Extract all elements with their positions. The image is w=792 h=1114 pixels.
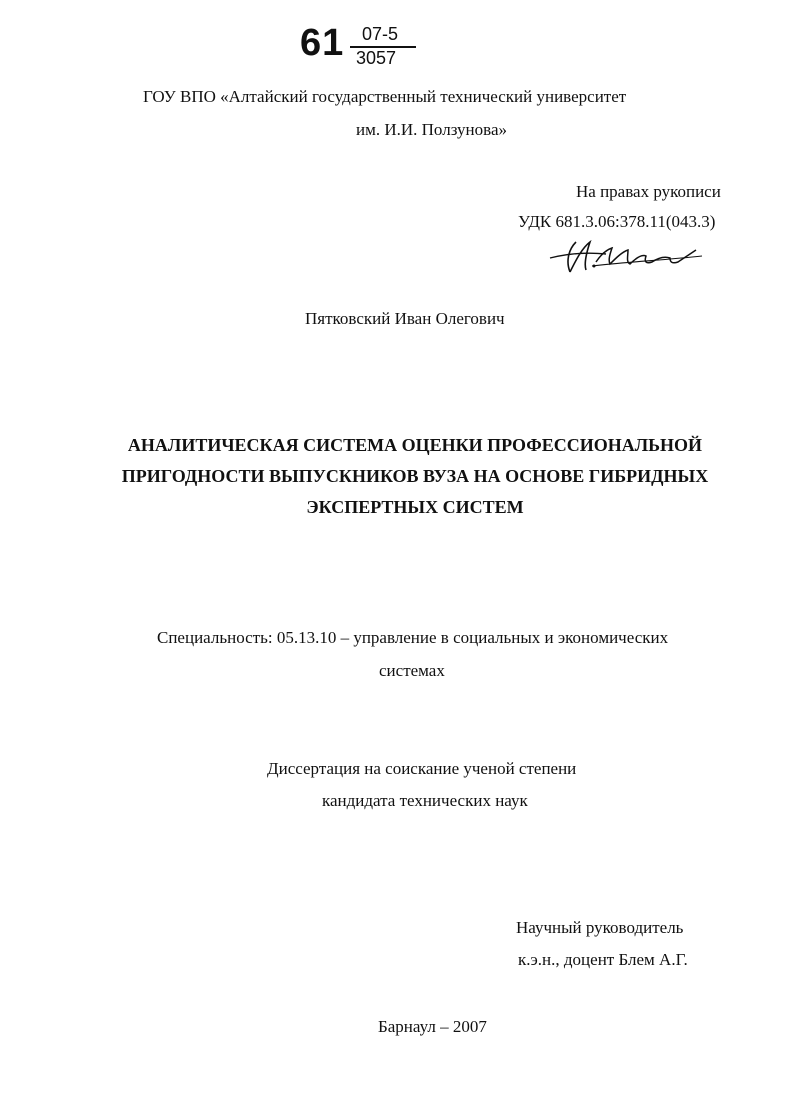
catalog-stamp-number: 61 — [300, 22, 345, 64]
manuscript-rights: На правах рукописи — [576, 182, 721, 201]
catalog-stamp-top: 07-5 — [362, 24, 399, 44]
degree-line-2: кандидата технических наук — [322, 791, 528, 810]
catalog-stamp-bottom: 3057 — [356, 48, 397, 68]
university-line-1: ГОУ ВПО «Алтайский государственный технический университет — [143, 87, 627, 106]
dissertation-title — [100, 430, 730, 523]
title-line-1: АНАЛИТИЧЕСКАЯ СИСТЕМА ОЦЕНКИ ПРОФЕССИОНАЛЬНОЙ — [127, 435, 703, 455]
city-year: Барнаул – 2007 — [378, 1017, 487, 1036]
author-name: Пятковский Иван Олегович — [305, 309, 505, 328]
degree-line-1: Диссертация на соискание ученой степени — [267, 759, 577, 778]
title-line-3: ЭКСПЕРТНЫХ СИСТЕМ — [306, 497, 524, 517]
author-signature — [546, 236, 706, 276]
university-line-2: им. И.И. Ползунова» — [356, 120, 507, 139]
specialty-line-1: Специальность: 05.13.10 – управление в социальных и экономических — [157, 628, 669, 647]
supervisor-name: к.э.н., доцент Блем А.Г. — [518, 950, 688, 969]
udk-code: УДК 681.3.06:378.11(043.3) — [518, 212, 716, 231]
specialty-line-2: системах — [379, 661, 445, 680]
supervisor-label: Научный руководитель — [516, 918, 684, 937]
title-line-2: ПРИГОДНОСТИ ВЫПУСКНИКОВ ВУЗА НА ОСНОВЕ ГИБРИДНЫХ — [121, 466, 709, 486]
